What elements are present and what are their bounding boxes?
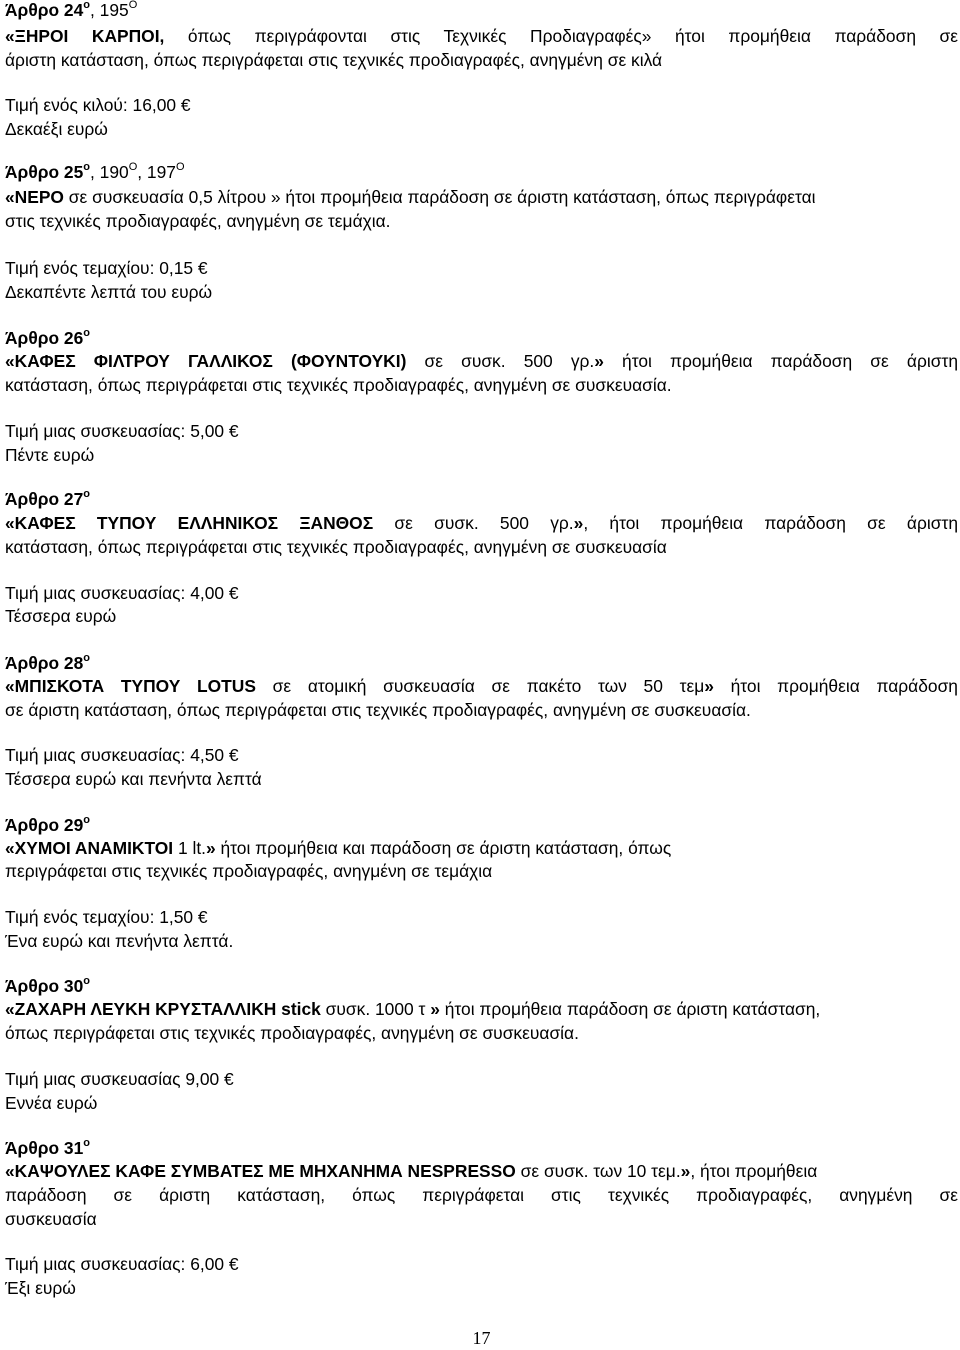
article-26-desc-line-2: κατάσταση, όπως περιγράφεται στις τεχνικές προδιαγραφές, ανηγμένη σε συσκευασία. [5, 375, 672, 395]
article-25-desc-line-1: «ΝΕΡΟ σε συσκευασία 0,5 λίτρου » ήτοι προμήθεια παράδοση σε άριστη κατάσταση, όπως περιγράφεται [5, 187, 816, 207]
article-31-price-words: Έξι ευρώ [5, 1278, 76, 1298]
article-27-desc-line-2: κατάσταση, όπως περιγράφεται στις τεχνικές προδιαγραφές, ανηγμένη σε συσκευασία [5, 537, 667, 557]
article-26-price-label: Τιμή μιας συσκευασίας: 5,00 € [5, 421, 239, 441]
article-25-price-words: Δεκαπέντε λεπτά του ευρώ [5, 282, 213, 302]
article-31-desc-line-3: συσκευασία [5, 1209, 97, 1229]
article-25-heading: Άρθρο $25^o$, $190^O$, $197^O$ [5, 161, 185, 182]
article-25-price-label: Τιμή ενός τεμαχίου: 0,15 € [5, 258, 208, 278]
article-28-price-words: Τέσσερα ευρώ και πενήντα λεπτά [5, 769, 262, 789]
article-27-price-words: Τέσσερα ευρώ [5, 606, 117, 626]
article-29-price-label: Τιμή ενός τεμαχίου: 1,50 € [5, 907, 208, 927]
article-24-desc-line-1: «ΞΗΡΟΙ ΚΑΡΠΟΙ, όπως περιγράφονται στις Τεχνικές Προδιαγραφές» ήτοι προμήθεια παράδοση σε [5, 26, 959, 46]
article-29-heading: Άρθρο $29^o$ [5, 814, 91, 835]
article-24-price-words: Δεκαέξι ευρώ [5, 119, 108, 139]
article-29-desc-line-2: περιγράφεται στις τεχνικές προδιαγραφές, ανηγμένη σε τεμάχια [5, 861, 493, 881]
article-28-price-label: Τιμή μιας συσκευασίας: 4,50 € [5, 745, 239, 765]
article-24-desc-line-2: άριστη κατάσταση, όπως περιγράφεται στις τεχνικές προδιαγραφές, ανηγμένη σε κιλά [5, 50, 663, 70]
article-28-desc-line-1: «ΜΠΙΣΚΟΤΑ ΤΥΠΟΥ LOTUS σε ατομική συσκευασία σε πακέτο των 50 τεμ» ήτοι προμήθεια παράδοση [5, 676, 958, 696]
article-30-desc-line-1: «ΖΑΧΑΡΗ ΛΕΥΚΗ ΚΡΥΣΤΑΛΛΙΚΗ stick συσκ. 1000 τ » ήτοι προμήθεια παράδοση σε άριστη κατάσταση, [5, 999, 821, 1019]
article-26-heading: Άρθρο $26^o$ [5, 327, 91, 348]
article-27-price-label: Τιμή μιας συσκευασίας: 4,00 € [5, 583, 239, 603]
article-30-heading: Άρθρο $30^o$ [5, 975, 91, 996]
article-31-desc-line-2: παράδοση σε άριστη κατάσταση, όπως περιγράφεται στις τεχνικές προδιαγραφές, ανηγμένη σε [5, 1185, 958, 1205]
article-28-heading: Άρθρο $28^o$ [5, 652, 91, 673]
article-31-heading: Άρθρο $31^o$ [5, 1137, 91, 1158]
document-page [5, 0, 958, 1350]
article-29-price-words: Ένα ευρώ και πενήντα λεπτά. [5, 931, 234, 951]
article-25-desc-line-2: στις τεχνικές προδιαγραφές, ανηγμένη σε τεμάχια. [5, 211, 391, 231]
article-24-heading: Άρθρο $24^o$, $195^O$ [5, 0, 138, 20]
article-30-price-words: Εννέα ευρώ [5, 1093, 98, 1113]
article-27-heading: Άρθρο $27^o$ [5, 488, 91, 509]
page-number: 17 [472, 1328, 491, 1348]
article-31-price-label: Τιμή μιας συσκευασίας: 6,00 € [5, 1254, 239, 1274]
article-29-desc-line-1: «ΧΥΜΟΙ ΑΝΑΜΙΚΤΟΙ 1 lt.» ήτοι προμήθεια και παράδοση σε άριστη κατάσταση, όπως [5, 838, 672, 858]
article-30-price-label: Τιμή μιας συσκευασίας 9,00 € [5, 1069, 234, 1089]
article-28-desc-line-2: σε άριστη κατάσταση, όπως περιγράφεται στις τεχνικές προδιαγραφές, ανηγμένη σε συσκευασία. [5, 700, 751, 720]
article-24-price-label: Τιμή ενός κιλού: 16,00 € [5, 95, 191, 115]
article-27-desc-line-1: «ΚΑΦΕΣ ΤΥΠΟΥ ΕΛΛΗΝΙΚΟΣ ΞΑΝΘΟΣ σε συσκ. 500 γρ.», ήτοι προμήθεια παράδοση σε άριστη [5, 513, 958, 533]
article-30-desc-line-2: όπως περιγράφεται στις τεχνικές προδιαγραφές, ανηγμένη σε συσκευασία. [5, 1023, 579, 1043]
article-31-desc-line-1: «ΚΑΨΟΥΛΕΣ ΚΑΦΕ ΣΥΜΒΑΤΕΣ ΜΕ ΜΗΧΑΝΗΜΑ NESPRESSO σε συσκ. των 10 τεμ.», ήτοι προμήθεια [5, 1161, 818, 1181]
article-26-desc-line-1: «ΚΑΦΕΣ ΦΙΛΤΡΟΥ ΓΑΛΛΙΚΟΣ (ΦΟΥΝΤΟΥΚΙ) σε συσκ. 500 γρ.» ήτοι προμήθεια παράδοση σε άριστη [5, 351, 958, 371]
article-26-price-words: Πέντε ευρώ [5, 445, 95, 465]
